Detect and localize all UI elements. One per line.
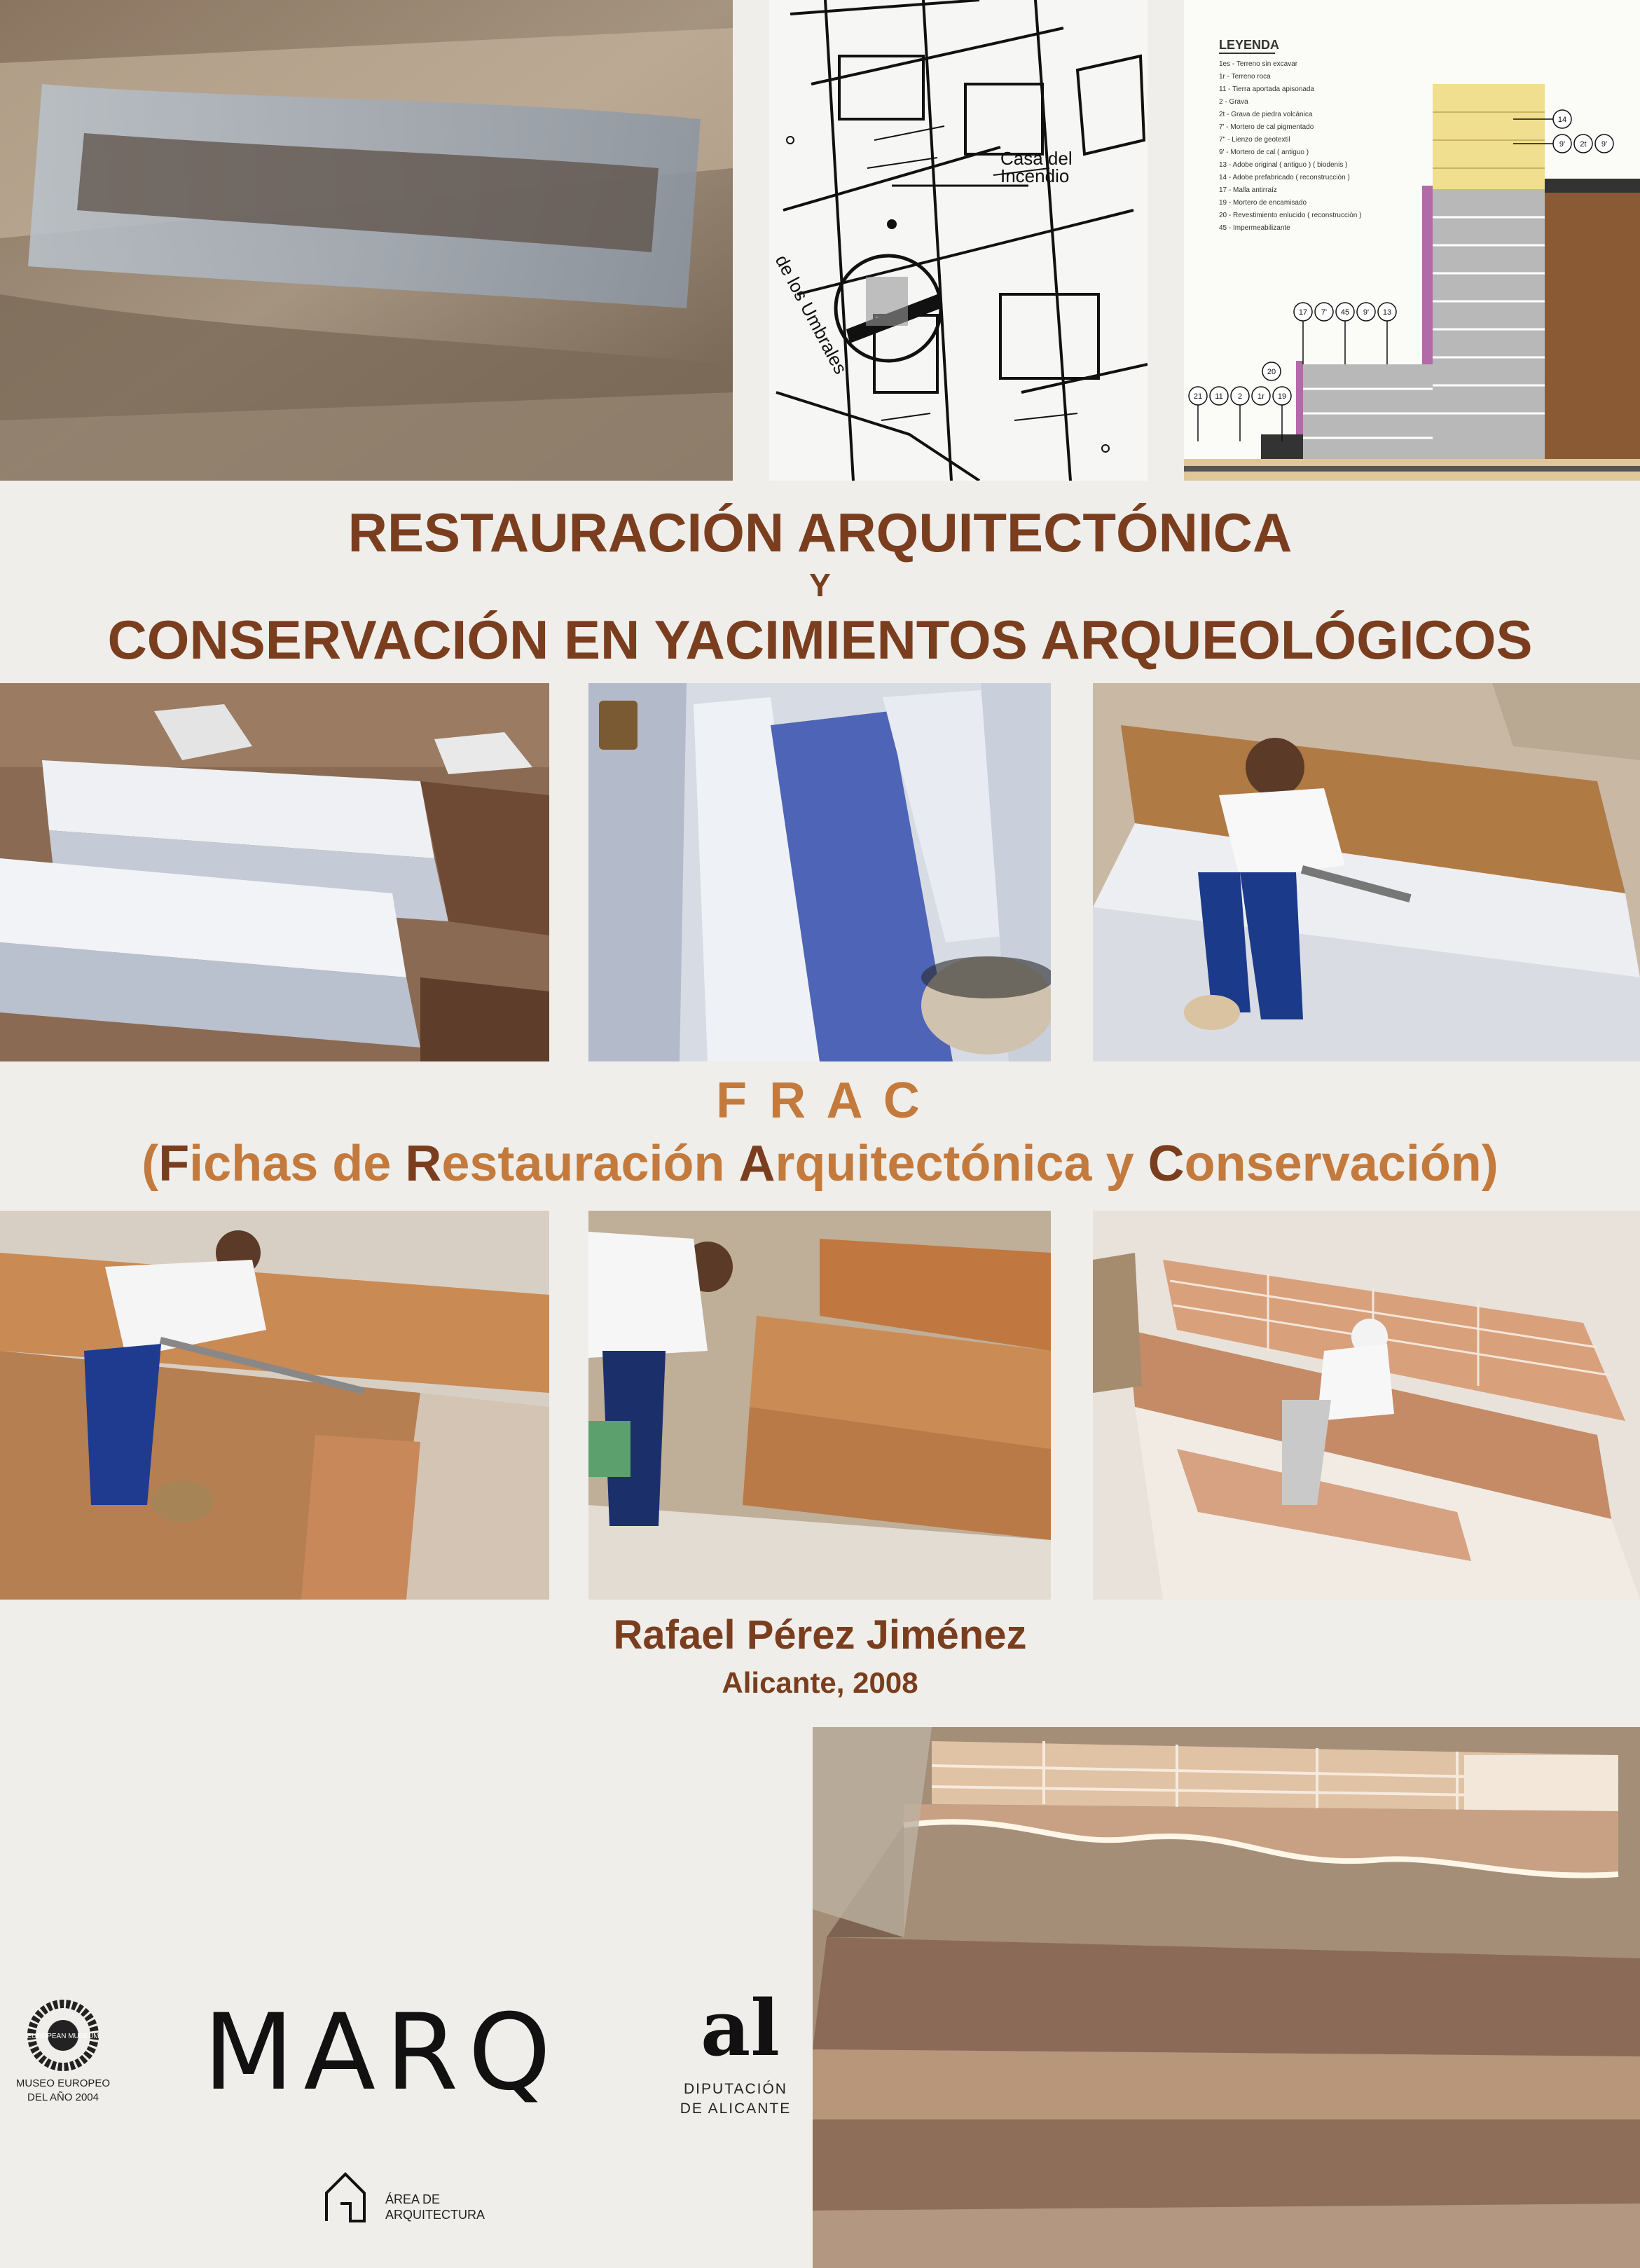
legend-item: 1r - Terreno roca (1219, 73, 1271, 81)
diputacion-mark: al (701, 1983, 780, 2073)
series-word-2: estauración (441, 1136, 739, 1192)
legend-item: 7' - Mortero de cal pigmentado (1219, 123, 1314, 131)
legend-title: LEYENDA (1219, 38, 1280, 52)
series-full-name (0, 1135, 1640, 1193)
legend-item: 2t - Grava de piedra volcánica (1219, 111, 1313, 118)
photo-restored-wall-steps (813, 1727, 1640, 2268)
series-initial-a: A (738, 1136, 776, 1192)
series-initial-f: F (158, 1136, 190, 1192)
legend-item: 2 - Grava (1219, 98, 1248, 106)
legend-item: 11 - Tierra aportada apisonada (1219, 85, 1315, 93)
section-tag: 9' (1363, 308, 1370, 317)
photo-worker-wall-reconstruction (1093, 1211, 1640, 1600)
section-tag: 11 (1215, 392, 1223, 401)
plan-label-casa: Casa del (1000, 148, 1073, 169)
section-tag: 17 (1298, 308, 1308, 317)
cover-title-line2: CONSERVACIÓN EN YACIMIENTOS ARQUEOLÓGICOS (107, 609, 1533, 671)
section-tag: 7' (1321, 308, 1328, 317)
section-tag: 13 (1382, 308, 1392, 317)
photo-stone-trench (0, 0, 733, 481)
construction-section-drawing (1184, 0, 1640, 481)
section-tag: 2t (1580, 140, 1587, 149)
series-acronym: F R A C (716, 1073, 924, 1129)
section-tag: 19 (1277, 392, 1287, 401)
cover-title-line1: RESTAURACIÓN ARQUITECTÓNICA (347, 502, 1293, 563)
plan-label-street: de los Umbrales (771, 251, 852, 378)
section-tag: 1r (1257, 392, 1265, 401)
section-tag: 14 (1557, 116, 1567, 124)
european-caption-2: DEL AÑO 2004 (27, 2091, 99, 2103)
cover-title-conjunction: Y (809, 567, 831, 603)
legend-item: 19 - Mortero de encamisado (1219, 199, 1307, 207)
marq-logo: MARQ (203, 1992, 561, 2114)
diputacion-alicante-logo (673, 1983, 799, 2123)
area-arquitectura-logo (321, 2169, 503, 2225)
area-label-1: ÁREA DE (385, 2192, 441, 2206)
european-logo-ring-text: EUROPEAN MUSEUM (27, 2033, 99, 2040)
legend-item: 17 - Malla antirraíz (1219, 186, 1277, 194)
section-tag: 45 (1340, 308, 1350, 317)
diputacion-label-1: DIPUTACIÓN (684, 2081, 787, 2097)
photo-worker-leveling (0, 1211, 549, 1600)
legend-item: 9' - Mortero de cal ( antiguo ) (1219, 149, 1309, 156)
legend-item: 7'' - Lienzo de geotextil (1219, 136, 1290, 144)
series-open-paren: ( (142, 1136, 159, 1192)
european-museum-logo (14, 1997, 112, 2116)
series-initial-r: R (405, 1136, 442, 1192)
section-tag: 20 (1267, 368, 1276, 376)
legend-item: 20 - Revestimiento enlucido ( reconstrucción ) (1219, 212, 1362, 219)
legend-item: 1es - Terreno sin excavar (1219, 60, 1298, 68)
section-tag: 9' (1559, 140, 1566, 149)
european-caption-1: MUSEO EUROPEO (15, 2077, 111, 2089)
author-name: Rafael Pérez Jiménez (613, 1612, 1027, 1658)
publication-place-year: Alicante, 2008 (722, 1666, 918, 1699)
section-tag: 9' (1601, 140, 1608, 149)
diputacion-label-2: DE ALICANTE (680, 2101, 792, 2117)
series-close-paren: ) (1481, 1136, 1498, 1192)
plan-label-incendio: Incendio (1000, 165, 1070, 186)
photo-geotextile-trench (588, 683, 1051, 1061)
house-icon (321, 2169, 370, 2225)
series-word-4: onservación (1184, 1136, 1482, 1192)
area-label-2: ARQUITECTURA (385, 2208, 485, 2222)
photo-geotextile-steps (0, 683, 549, 1061)
legend-item: 13 - Adobe original ( antiguo ) ( biodenis ) (1219, 161, 1348, 169)
legend-item: 14 - Adobe prefabricado ( reconstrucción ) (1219, 174, 1350, 181)
photo-worker-finishing-steps (588, 1211, 1051, 1600)
series-word-3: rquitectónica y (775, 1136, 1148, 1192)
section-tag: 2 (1237, 392, 1243, 401)
legend-item: 45 - Impermeabilizante (1219, 224, 1290, 232)
photo-worker-plastering (1093, 683, 1640, 1061)
series-word-1: ichas de (189, 1136, 406, 1192)
site-plan-drawing (769, 0, 1148, 481)
section-tag: 21 (1193, 392, 1203, 401)
series-initial-c: C (1148, 1136, 1185, 1192)
